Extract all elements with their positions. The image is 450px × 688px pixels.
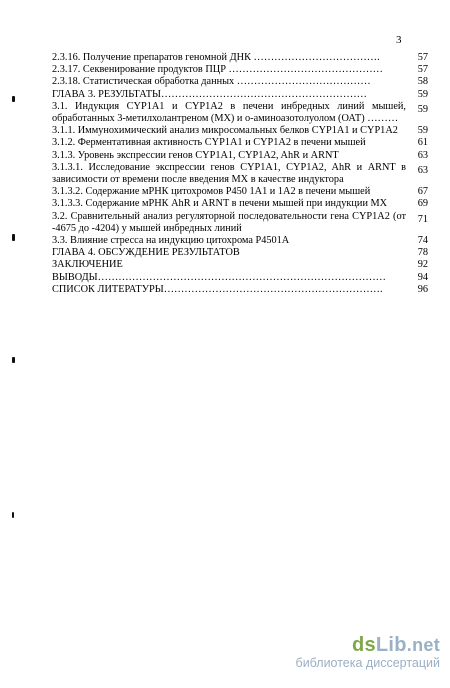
toc-entry-page: 69 <box>417 198 428 210</box>
binding-mark <box>12 96 15 102</box>
toc-entry-title: ВЫВОДЫ………………………………………………………………………… <box>52 271 386 283</box>
toc-entry-title: ЗАКЛЮЧЕНИЕ <box>52 259 123 271</box>
table-of-contents <box>52 52 428 296</box>
watermark-logo: dsLib.net <box>351 634 440 656</box>
toc-entry-title: 2.3.18. Статистическая обработка данных ………………………………… <box>52 76 371 88</box>
toc-entry <box>52 52 428 64</box>
toc-entry-page: 92 <box>417 259 428 271</box>
toc-entry-page: 59 <box>417 103 428 115</box>
toc-entry <box>52 125 428 137</box>
toc-entry <box>52 272 428 284</box>
toc-entry-title: 3.1.3.1. Исследование экспрессии генов CYP1A1, CYP1A2, AhR и ARNT в зависимости от времени после введения MX в качестве индуктора <box>52 161 406 186</box>
toc-entry <box>52 89 428 101</box>
toc-entry-page: 58 <box>417 76 428 88</box>
toc-entry <box>52 259 428 271</box>
toc-entry-title: ГЛАВА 4. ОБСУЖДЕНИЕ РЕЗУЛЬТАТОВ <box>52 247 240 259</box>
toc-entry <box>52 247 428 259</box>
toc-entry <box>52 64 428 76</box>
toc-entry <box>52 284 428 296</box>
toc-entry-page: 96 <box>417 283 428 295</box>
watermark <box>296 634 440 670</box>
toc-entry-page: 94 <box>417 271 428 283</box>
toc-entry <box>52 101 428 125</box>
toc-entry <box>52 186 428 198</box>
toc-entry-title: 3.1.3. Уровень экспрессии генов CYP1A1, CYP1A2, AhR и ARNT <box>52 149 339 161</box>
toc-entry <box>52 211 428 235</box>
toc-entry-title: 2.3.16. Получение препаратов геномной ДНК ………………………………. <box>52 52 380 63</box>
toc-entry-title: 3.1.2. Ферментативная активность CYP1A1 и CYP1A2 в печени мышей <box>52 137 366 149</box>
toc-entry-page: 67 <box>417 186 428 198</box>
toc-entry-title: СПИСОК ЛИТЕРАТУРЫ………………………………………………………. <box>52 283 383 295</box>
toc-entry-page: 59 <box>417 88 428 100</box>
watermark-subtitle: библиотека диссертаций <box>295 656 440 670</box>
toc-entry-page: 71 <box>417 213 428 225</box>
toc-entry-page: 63 <box>417 149 428 161</box>
toc-entry-page: 74 <box>417 235 428 247</box>
toc-entry <box>52 76 428 88</box>
toc-entry-title: ГЛАВА 3. РЕЗУЛЬТАТЫ…………………………………………………… <box>52 88 367 100</box>
binding-mark <box>12 357 15 363</box>
toc-entry-title: 3.1.3.2. Содержание мРНК цитохромов Р450 1А1 и 1А2 в печени мышей <box>52 186 371 198</box>
toc-entry-page: 61 <box>417 137 428 149</box>
toc-entry-title: 3.1.1. Иммунохимический анализ микросомальных белков CYP1A1 и CYP1A2 <box>52 125 398 137</box>
toc-entry-page: 63 <box>417 164 428 176</box>
binding-mark <box>12 512 14 518</box>
toc-entry <box>52 150 428 162</box>
toc-entry-page: 78 <box>417 247 428 259</box>
toc-entry <box>52 235 428 247</box>
toc-entry-title: 3.1.3.3. Содержание мРНК AhR и ARNT в печени мышей при индукции MX <box>52 198 388 210</box>
toc-entry-title: 3.3. Влияние стресса на индукцию цитохрома Р4501А <box>52 235 290 247</box>
toc-entry-title: 2.3.17. Секвенирование продуктов ПЦР ……………………………………… <box>52 64 383 76</box>
toc-entry-page: 59 <box>417 125 428 137</box>
toc-entry-page: 57 <box>417 64 428 76</box>
toc-entry <box>52 162 428 186</box>
toc-entry-title: 3.2. Сравнительный анализ регуляторной последовательности гена CYP1A2 (от -4675 до -4204) у мышей инбредных линий <box>52 210 406 234</box>
binding-mark <box>12 234 15 241</box>
toc-entry-page: 57 <box>417 52 428 63</box>
toc-entry <box>52 198 428 210</box>
toc-entry-title: 3.1. Индукция CYP1A1 и CYP1A2 в печени инбредных линий мышей, обработанных 3-метилхолантреном (MX) и о-аминоазотолуолом (ОАТ) ……… <box>52 100 406 125</box>
page-number: 3 <box>396 34 402 46</box>
toc-entry <box>52 137 428 149</box>
